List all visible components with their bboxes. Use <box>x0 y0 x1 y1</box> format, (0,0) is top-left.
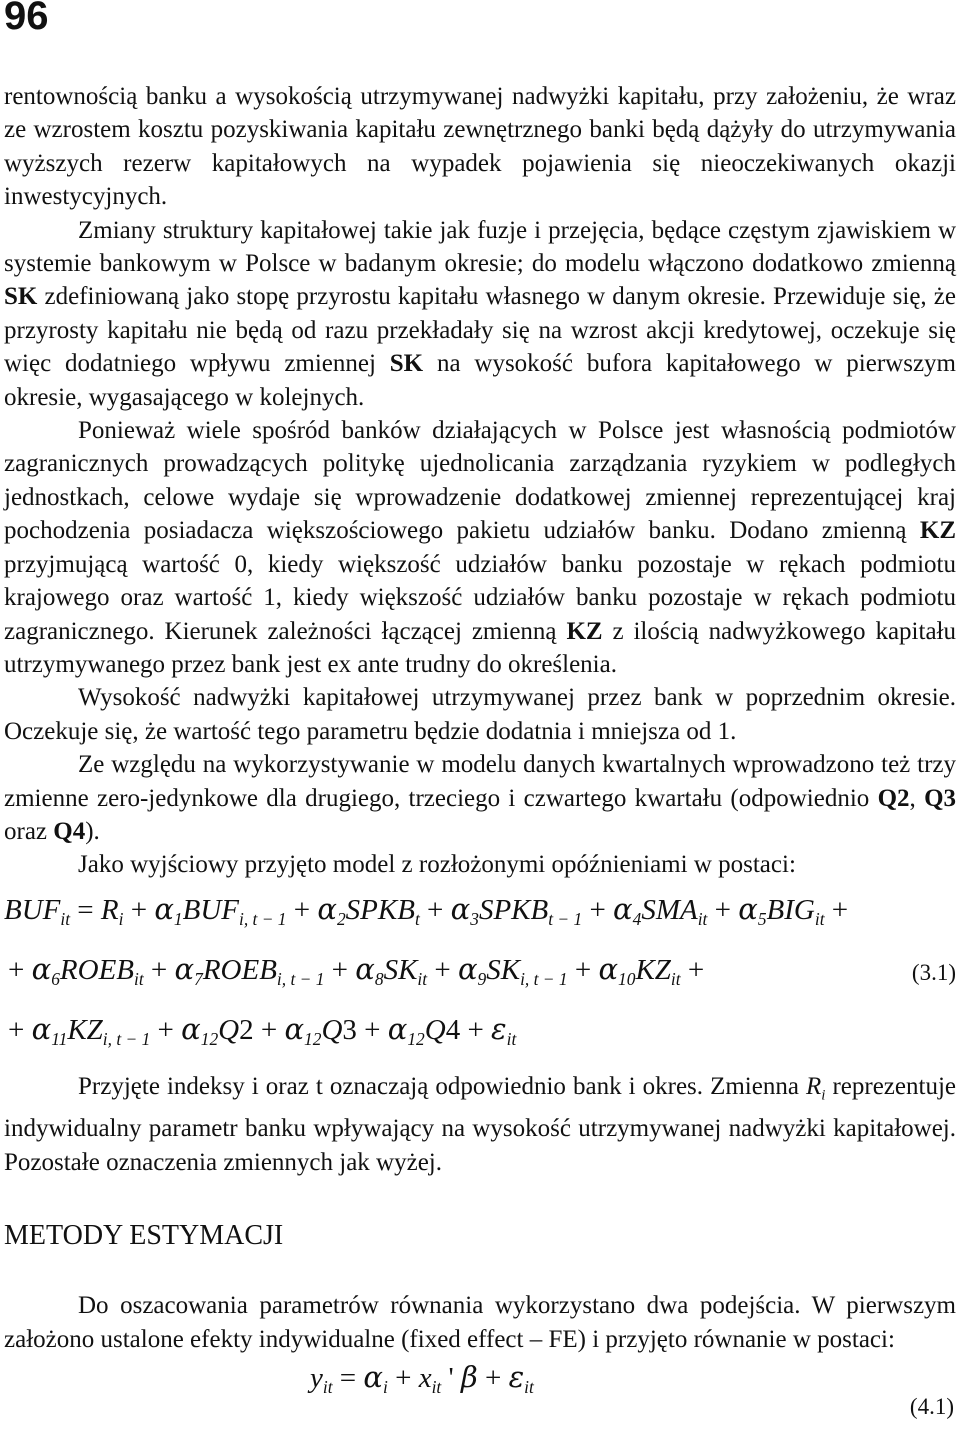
body-paragraph <box>4 681 956 748</box>
text-segment: Przyjęte indeksy i oraz t oznaczają odpowiednio bank i okres. Zmienna <box>78 1072 806 1100</box>
text-segment: Ze względu na wykorzystywanie w modelu danych kwartalnych wprowadzono też trzy zmienne zero-jedynkowe dla drugiego, trzeciego i czwartego kwartału (odpowiednio <box>4 751 956 812</box>
text-segment: oraz <box>4 817 54 845</box>
text-segment: , <box>909 784 925 812</box>
variable-name: KZ <box>566 617 603 645</box>
text-segment: Jako wyjściowy przyjęto model z rozłożonymi opóźnieniami w postaci: <box>78 851 796 879</box>
body-paragraph <box>4 848 956 881</box>
body-paragraph <box>4 414 956 681</box>
text-segment: zdefiniowaną jako stopę przyrostu kapitału własnego w danym okresie. Przewiduje się, że przyrosty kapitału nie będą od razu przekładały się na wzrost akcji kredytowej, oczekuje się więc dodatniego wpływu zmiennej <box>4 283 956 378</box>
variable-name: SK <box>389 350 424 378</box>
text-segment: z ilością nadwyżkowego kapitału utrzymywanego przez bank jest ex ante trudny do określenia. <box>4 617 956 678</box>
text-segment: ). <box>85 817 100 845</box>
body-paragraph <box>4 80 956 214</box>
section-heading: METODY ESTYMACJI <box>4 1220 284 1252</box>
methods-paragraph <box>4 1289 956 1356</box>
text-segment: reprezentuje indywidualny parametr banku wpływający na wysokość utrzymywanej nadwyżki kapitałowej. Pozostałe oznaczenia zmiennych jak wyżej. <box>4 1072 956 1176</box>
page-content <box>4 80 956 1418</box>
text-segment: na wysokość bufora kapitałowego w pierwszym okresie, wygasającego w kolejnych. <box>4 350 956 411</box>
text-segment: przyjmującą wartość 0, kiedy większość udziałów banku pozostaje w rękach podmiotu krajowego oraz wartość 1, kiedy większość udziałów banku pozostaje w rękach podmiotu zagranicznego. Kierunek zależności łączącej zmienną <box>4 550 956 645</box>
variable-name: Q3 <box>924 784 957 812</box>
variable-name: KZ <box>919 517 956 545</box>
text-segment: Ponieważ wiele spośród banków działających w Polsce jest własnością podmiotów zagranicznych prowadzących politykę ujednolicania zarządzania ryzykiem w podległych jednostkach, celowe wydaje się wprowadzenie dodatkowej zmiennej reprezentującej kraj pochodzenia posiadacza większościowego pakietu udziałów banku. Dodano zmienną <box>4 417 956 545</box>
body-paragraph <box>4 748 956 848</box>
equation-4-1-number: (4.1) <box>909 1394 954 1420</box>
text-segment: Wysokość nadwyżki kapitałowej utrzymywanej przez bank w poprzednim okresie. Oczekuje się, że wartość tego parametru będzie dodatnia i mniejsza od 1. <box>4 684 956 745</box>
math-subscript: i <box>821 1087 826 1103</box>
equation-3-1-line-3: + $\alpha_{11}KZ_{i, t - 1} + \alpha_{12}Q2 + \alpha_{12}Q3 + \alpha_{12}Q4 + \varepsilon_{it}$ <box>8 1011 517 1049</box>
text-segment: rentownością banku a wysokością utrzymywanej nadwyżki kapitału, przy założeniu, że wraz ze wzrostem kosztu pozyskiwania kapitału zewnętrznego banki będą dążyły do utrzymywania wyższych rezerw kapitałowych na wypadek pojawienia się nieoczekiwanych okazji inwestycyjnych. <box>4 83 956 211</box>
equation-3-1-line-2: + $\alpha_6ROEB_{it}$ + $\alpha_7ROEB_{i, t - 1} + \alpha_8SK_{it} + \alpha_9SK_{i, t - 1} + \alpha_{10}KZ_{it}$ + (3.1) <box>8 951 956 989</box>
body-paragraph <box>4 214 956 414</box>
text-segment: Do oszacowania parametrów równania wykorzystano dwa podejścia. W pierwszym założono ustalone efekty indywidualne (fixed effect – FE) i przyjęto równanie w postaci: <box>4 1292 956 1353</box>
math-symbol: R <box>805 1072 822 1100</box>
variable-name: Q4 <box>53 817 86 845</box>
equation-3-1-number: (3.1) <box>911 959 956 985</box>
variable-name: SK <box>4 283 38 311</box>
equation-4-1: $y_{it} = \alpha_i + x_{it}$ ' $\beta + \varepsilon_{it}$ (4.1) <box>310 1360 954 1420</box>
variables-explanation-paragraph <box>4 1070 956 1179</box>
equation-3-1-line-1: $BUF_{it} = R_i + \alpha_1BUF_{i, t - 1}$ + $\alpha_2SPKB_t$ + $\alpha_3SPKB_{t - 1} + \alpha_4SMA_{it} + \alpha_5BIG_{it}$ + <box>4 891 849 929</box>
page-number: 96 <box>4 0 49 38</box>
variable-name: Q2 <box>877 784 910 812</box>
body-paragraphs <box>4 80 956 882</box>
text-segment: Zmiany struktury kapitałowej takie jak fuzje i przejęcia, będące częstym zjawiskiem w systemie bankowym w Polsce w badanym okresie; do modelu włączono dodatkowo zmienną <box>4 216 956 278</box>
